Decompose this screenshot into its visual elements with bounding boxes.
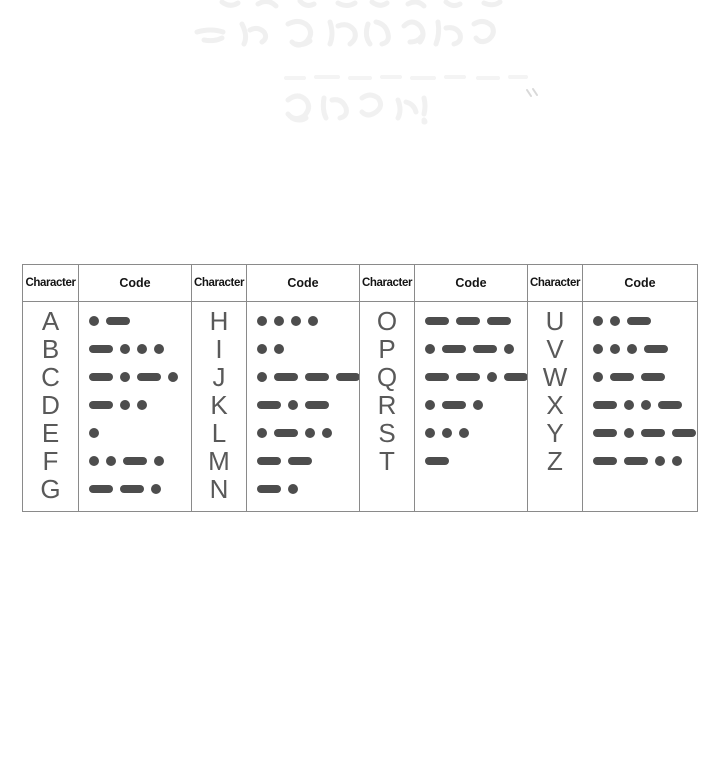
- code-cell: [247, 335, 359, 363]
- code-column: [78, 265, 191, 511]
- character-cell: G: [40, 474, 61, 504]
- character-cell: I: [215, 334, 223, 364]
- character-column: [359, 265, 414, 511]
- code-cell: [79, 475, 191, 503]
- faint-watermark: [0, 0, 720, 150]
- morse-dot-icon: [257, 344, 267, 354]
- morse-code-table: [22, 264, 698, 512]
- code-header-cell: Code: [79, 265, 191, 302]
- morse-dash-icon: [89, 485, 113, 493]
- morse-dash-icon: [336, 373, 360, 381]
- morse-dash-icon: [593, 429, 617, 437]
- character-cell: U: [545, 306, 565, 336]
- morse-dot-icon: [106, 456, 116, 466]
- morse-dot-icon: [627, 344, 637, 354]
- code-header-cell: Code: [247, 265, 359, 302]
- morse-dot-icon: [168, 372, 178, 382]
- morse-dot-icon: [655, 456, 665, 466]
- morse-dash-icon: [641, 429, 665, 437]
- code-column: [582, 265, 697, 511]
- code-header-cell: Code: [415, 265, 527, 302]
- morse-dot-icon: [504, 344, 514, 354]
- code-cell: [247, 363, 359, 391]
- morse-dash-icon: [610, 373, 634, 381]
- morse-dot-icon: [154, 344, 164, 354]
- character-cell: X: [546, 390, 564, 420]
- morse-dot-icon: [305, 428, 315, 438]
- morse-dash-icon: [89, 345, 113, 353]
- morse-dash-icon: [274, 373, 298, 381]
- morse-dot-icon: [425, 400, 435, 410]
- character-column: [191, 265, 246, 511]
- character-header-cell: Character: [23, 265, 78, 302]
- morse-dot-icon: [322, 428, 332, 438]
- morse-dash-icon: [487, 317, 511, 325]
- morse-dash-icon: [274, 429, 298, 437]
- morse-dot-icon: [425, 344, 435, 354]
- morse-dash-icon: [641, 373, 665, 381]
- morse-dot-icon: [425, 428, 435, 438]
- morse-dot-icon: [120, 372, 130, 382]
- code-cell: [583, 391, 697, 419]
- morse-dash-icon: [456, 317, 480, 325]
- morse-dash-icon: [120, 485, 144, 493]
- code-cell: [79, 419, 191, 447]
- morse-dot-icon: [137, 344, 147, 354]
- code-column: [414, 265, 527, 511]
- morse-dash-icon: [425, 457, 449, 465]
- morse-dash-icon: [305, 373, 329, 381]
- morse-dot-icon: [120, 400, 130, 410]
- morse-dot-icon: [593, 372, 603, 382]
- character-cell: Z: [547, 446, 563, 476]
- morse-dot-icon: [593, 344, 603, 354]
- morse-dash-icon: [305, 401, 329, 409]
- code-cell: [415, 363, 527, 391]
- morse-dot-icon: [257, 372, 267, 382]
- morse-dot-icon: [593, 316, 603, 326]
- code-cell: [79, 447, 191, 475]
- character-cell: M: [208, 446, 230, 476]
- morse-dot-icon: [154, 456, 164, 466]
- character-cell: V: [546, 334, 564, 364]
- character-cell: S: [378, 418, 396, 448]
- morse-dash-icon: [504, 373, 528, 381]
- code-cell: [583, 335, 697, 363]
- morse-dash-icon: [593, 401, 617, 409]
- character-cell: N: [209, 474, 229, 504]
- morse-dash-icon: [624, 457, 648, 465]
- character-header-cell: Character: [192, 265, 246, 302]
- morse-dash-icon: [288, 457, 312, 465]
- code-cell: [247, 419, 359, 447]
- code-cell: [247, 391, 359, 419]
- character-cell: W: [542, 362, 568, 392]
- morse-dash-icon: [658, 401, 682, 409]
- character-cell: P: [378, 334, 396, 364]
- morse-dash-icon: [593, 457, 617, 465]
- morse-dash-icon: [89, 401, 113, 409]
- morse-dash-icon: [89, 373, 113, 381]
- morse-dot-icon: [274, 344, 284, 354]
- code-cell: [415, 391, 527, 419]
- morse-dot-icon: [257, 316, 267, 326]
- morse-dot-icon: [610, 316, 620, 326]
- code-cell: [415, 335, 527, 363]
- morse-dot-icon: [257, 428, 267, 438]
- code-cell: [247, 447, 359, 475]
- code-column-body: [247, 302, 359, 511]
- morse-dot-icon: [473, 400, 483, 410]
- code-cell: [79, 363, 191, 391]
- character-cell: J: [212, 362, 226, 392]
- code-cell: [79, 307, 191, 335]
- morse-dot-icon: [89, 316, 99, 326]
- morse-dot-icon: [442, 428, 452, 438]
- morse-dot-icon: [308, 316, 318, 326]
- morse-dot-icon: [641, 400, 651, 410]
- character-cell: A: [41, 306, 60, 336]
- morse-dash-icon: [425, 317, 449, 325]
- code-cell: [247, 307, 359, 335]
- character-cell: C: [41, 362, 60, 392]
- morse-dot-icon: [89, 456, 99, 466]
- code-cell: [583, 419, 697, 447]
- morse-dot-icon: [151, 484, 161, 494]
- morse-dash-icon: [456, 373, 480, 381]
- code-column-body: [79, 302, 191, 511]
- morse-dot-icon: [624, 400, 634, 410]
- morse-dot-icon: [120, 344, 130, 354]
- morse-dot-icon: [288, 400, 298, 410]
- character-cell: B: [41, 334, 60, 364]
- morse-dash-icon: [644, 345, 668, 353]
- character-header-cell: Character: [528, 265, 582, 302]
- morse-dot-icon: [137, 400, 147, 410]
- morse-dot-icon: [610, 344, 620, 354]
- morse-dot-icon: [459, 428, 469, 438]
- code-cell: [415, 307, 527, 335]
- code-cell: [583, 307, 697, 335]
- code-cell: [79, 391, 191, 419]
- morse-dot-icon: [288, 484, 298, 494]
- code-cell: [583, 363, 697, 391]
- morse-dash-icon: [257, 457, 281, 465]
- character-cell: R: [377, 390, 397, 420]
- character-cell: O: [376, 306, 398, 336]
- character-header-cell: Character: [360, 265, 414, 302]
- morse-dot-icon: [291, 316, 301, 326]
- morse-dash-icon: [442, 401, 466, 409]
- code-column-body: [415, 302, 527, 511]
- code-cell: [415, 419, 527, 447]
- character-column-body: [192, 302, 246, 511]
- morse-dot-icon: [624, 428, 634, 438]
- character-cell: L: [211, 418, 227, 448]
- morse-dash-icon: [425, 373, 449, 381]
- code-column-body: [583, 302, 697, 511]
- morse-dash-icon: [473, 345, 497, 353]
- character-cell: T: [379, 446, 395, 476]
- morse-dash-icon: [627, 317, 651, 325]
- morse-dash-icon: [123, 457, 147, 465]
- character-column: [23, 265, 78, 511]
- morse-dot-icon: [89, 428, 99, 438]
- code-cell: [583, 447, 697, 475]
- character-cell: K: [210, 390, 228, 420]
- morse-dash-icon: [672, 429, 696, 437]
- morse-dash-icon: [442, 345, 466, 353]
- character-cell: E: [41, 418, 60, 448]
- morse-dash-icon: [257, 401, 281, 409]
- morse-dot-icon: [672, 456, 682, 466]
- code-cell: [415, 447, 527, 475]
- character-column: [527, 265, 582, 511]
- code-cell: [247, 475, 359, 503]
- character-cell: H: [209, 306, 229, 336]
- morse-dot-icon: [487, 372, 497, 382]
- character-cell: Y: [546, 418, 564, 448]
- character-cell: F: [42, 446, 59, 476]
- morse-dot-icon: [274, 316, 284, 326]
- morse-dash-icon: [257, 485, 281, 493]
- character-column-body: [23, 302, 78, 511]
- character-cell: D: [41, 390, 60, 420]
- morse-dash-icon: [106, 317, 130, 325]
- character-column-body: [528, 302, 582, 511]
- code-cell: [79, 335, 191, 363]
- morse-dash-icon: [137, 373, 161, 381]
- character-column-body: [360, 302, 414, 511]
- code-column: [246, 265, 359, 511]
- character-cell: Q: [376, 362, 398, 392]
- code-header-cell: Code: [583, 265, 697, 302]
